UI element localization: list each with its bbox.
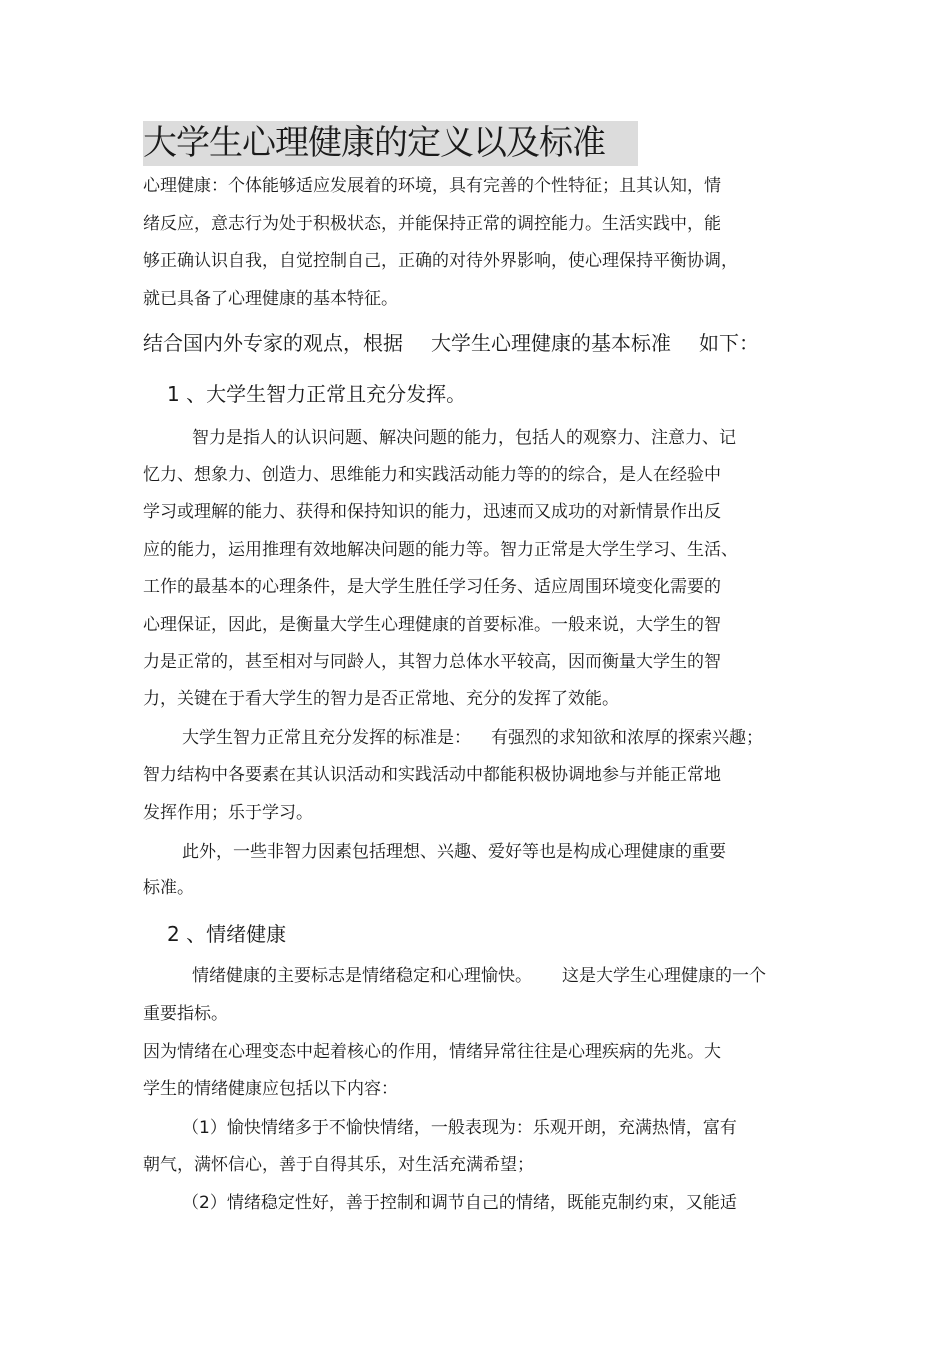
section2-item2-line-1: （2）情绪稳定性好，善于控制和调节自己的情绪，既能克制约束，又能适 xyxy=(182,1193,737,1213)
section1-para1-line-4: 应的能力，运用推理有效地解决问题的能力等。智力正常是大学生学习、生活、 xyxy=(143,540,738,560)
section1-para1-line-1: 智力是指人的认识问题、解决问题的能力，包括人的观察力、注意力、记 xyxy=(192,428,736,448)
section1-para2-part-b: 有强烈的求知欲和浓厚的探索兴趣； xyxy=(491,728,763,748)
definition-line-3: 够正确认识自我，自觉控制自己，正确的对待外界影响，使心理保持平衡协调， xyxy=(143,251,738,271)
section2-para1-part-a: 情绪健康的主要标志是情绪稳定和心理愉快。 xyxy=(192,966,532,986)
definition-line-4: 就已具备了心理健康的基本特征。 xyxy=(143,289,398,309)
intro-line xyxy=(143,330,759,356)
intro-part-1: 结合国内外专家的观点，根据 xyxy=(143,331,403,355)
page-title: 大学生心理健康的定义以及标准 xyxy=(143,121,638,166)
section1-para1-line-2: 忆力、想象力、创造力、思维能力和实践活动能力等的的综合，是人在经验中 xyxy=(143,465,721,485)
section2-item1-line-1: （1）愉快情绪多于不愉快情绪，一般表现为：乐观开朗，充满热情，富有 xyxy=(182,1118,737,1138)
section1-para1-line-8: 力，关键在于看大学生的智力是否正常地、充分的发挥了效能。 xyxy=(143,689,619,709)
section1-para2-part-a: 大学生智力正常且充分发挥的标准是： xyxy=(182,728,471,748)
definition-line-2: 绪反应，意志行为处于积极状态，并能保持正常的调控能力。生活实践中，能 xyxy=(143,214,721,234)
section1-para1-line-7: 力是正常的，甚至相对与同龄人，其智力总体水平较高，因而衡量大学生的智 xyxy=(143,652,721,672)
section2-para2-line-1: 因为情绪在心理变态中起着核心的作用，情绪异常往往是心理疾病的先兆。大 xyxy=(143,1042,721,1062)
intro-part-2: 大学生心理健康的基本标准 xyxy=(431,331,671,355)
section1-para3-line-2: 标准。 xyxy=(143,878,194,898)
section2-para1-line-2: 重要指标。 xyxy=(143,1004,228,1024)
section2-item1-line-2: 朝气，满怀信心，善于自得其乐，对生活充满希望； xyxy=(143,1155,534,1175)
definition-line-1: 心理健康：个体能够适应发展着的环境，具有完善的个性特征；且其认知，情 xyxy=(143,176,721,196)
section1-para2-line-1 xyxy=(182,727,763,749)
section1-para1-line-5: 工作的最基本的心理条件，是大学生胜任学习任务、适应周围环境变化需要的 xyxy=(143,577,721,597)
section1-heading: 1 、大学生智力正常且充分发挥。 xyxy=(167,382,467,406)
section2-heading: 2 、情绪健康 xyxy=(167,922,287,946)
section1-para2-line-3: 发挥作用；乐于学习。 xyxy=(143,803,313,823)
section2-para1-line-1 xyxy=(192,965,766,987)
section1-para3-line-1: 此外，一些非智力因素包括理想、兴趣、爱好等也是构成心理健康的重要 xyxy=(182,842,726,862)
section2-para1-part-b: 这是大学生心理健康的一个 xyxy=(562,966,766,986)
section1-para1-line-3: 学习或理解的能力、获得和保持知识的能力，迅速而又成功的对新情景作出反 xyxy=(143,502,721,522)
section2-para2-line-2: 学生的情绪健康应包括以下内容： xyxy=(143,1079,398,1099)
section1-para1-line-6: 心理保证，因此，是衡量大学生心理健康的首要标准。一般来说，大学生的智 xyxy=(143,615,721,635)
intro-part-3: 如下： xyxy=(699,331,759,355)
section1-para2-line-2: 智力结构中各要素在其认识活动和实践活动中都能积极协调地参与并能正常地 xyxy=(143,765,721,785)
